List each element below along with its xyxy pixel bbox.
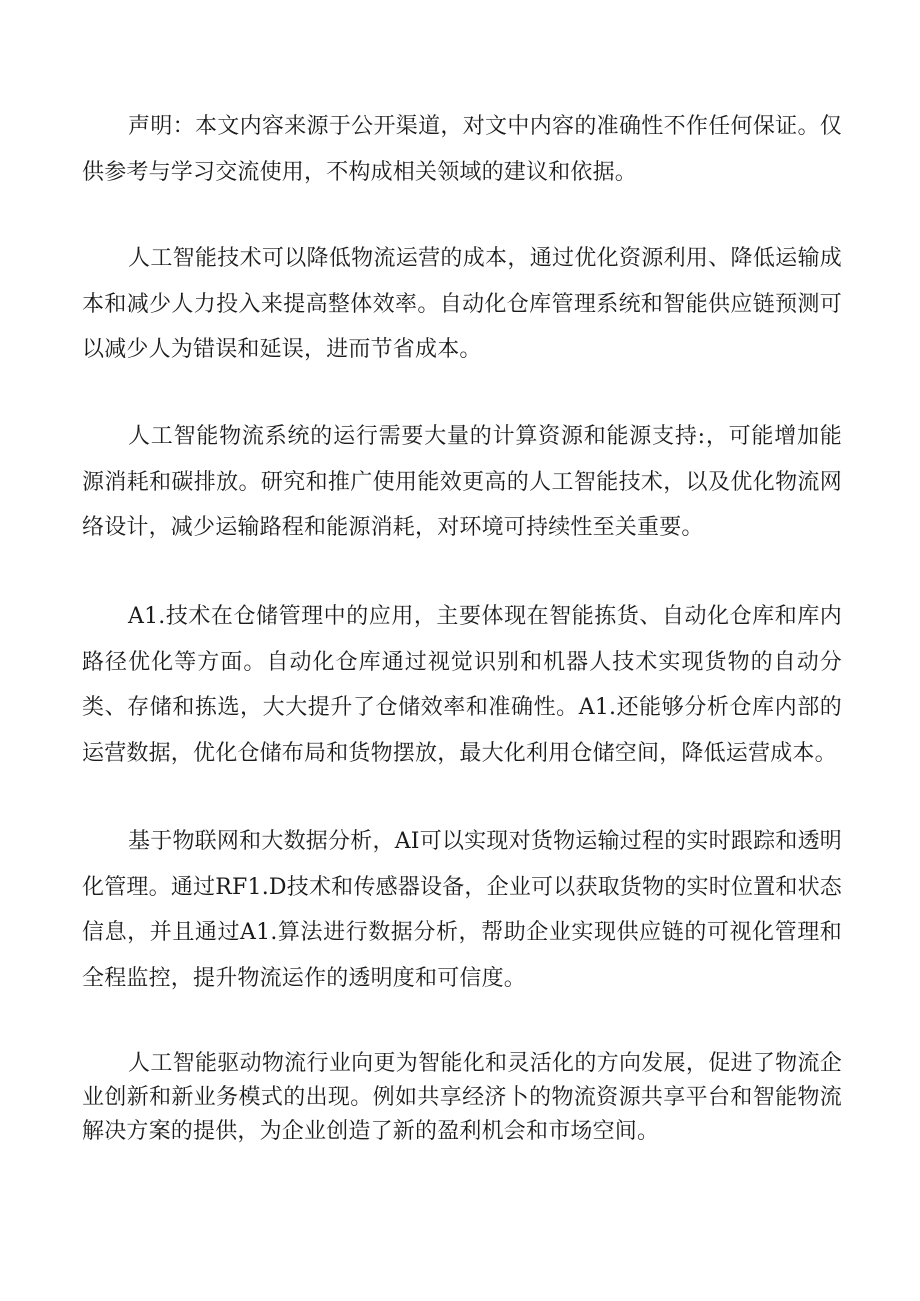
body-paragraph-energy: 人工智能物流系统的运行需要大量的计算资源和能源支持:，可能增加能源消耗和碳排放。研究和推广使用能效更高的人工智能技术，以及优化物流网络设计，减少运输路程和能源消耗，对环境可持续性至关重要。 <box>82 424 842 540</box>
body-paragraph-warehouse: A1.技术在仓储管理中的应用，主要体现在智能拣货、自动化仓库和库内路径优化等方面。自动化仓库通过视觉识别和机器人技术实现货物的自动分类、存储和拣选，大大提升了仓储效率和准确性。A1.还能够分析仓库内部的运营数据，优化仓储布局和货物摆放，最大化利用仓储空间，降低运营成本。 <box>82 604 842 766</box>
body-paragraph-innovation: 人工智能驱动物流行业向更为智能化和灵活化的方向发展，促进了物流企业创新和新业务模式的出现。例如共享经济卜的物流资源共享平台和智能物流解决方案的提供，为企业创造了新的盈利机会和市场空间。 <box>82 1051 842 1144</box>
disclaimer-paragraph: 声明：本文内容来源于公开渠道，对文中内容的准确性不作任何保证。仅供参考与学习交流使用，不构成相关领域的建议和依据。 <box>82 114 842 185</box>
body-paragraph-cost: 人工智能技术可以降低物流运营的成本，通过优化资源利用、降低运输成本和减少人力投入来提高整体效率。自动化仓库管理系统和智能供应链预测可以减少人为错误和延误，进而节省成本。 <box>82 246 842 362</box>
body-paragraph-tracking: 基于物联网和大数据分析，AI可以实现对货物运输过程的实时跟踪和透明化管理。通过RF1.D技术和传感器设备，企业可以获取货物的实时位置和状态信息，并且通过A1.算法进行数据分析，帮助企业实现供应链的可视化管理和全程监控，提升物流运作的透明度和可信度。 <box>82 829 842 991</box>
